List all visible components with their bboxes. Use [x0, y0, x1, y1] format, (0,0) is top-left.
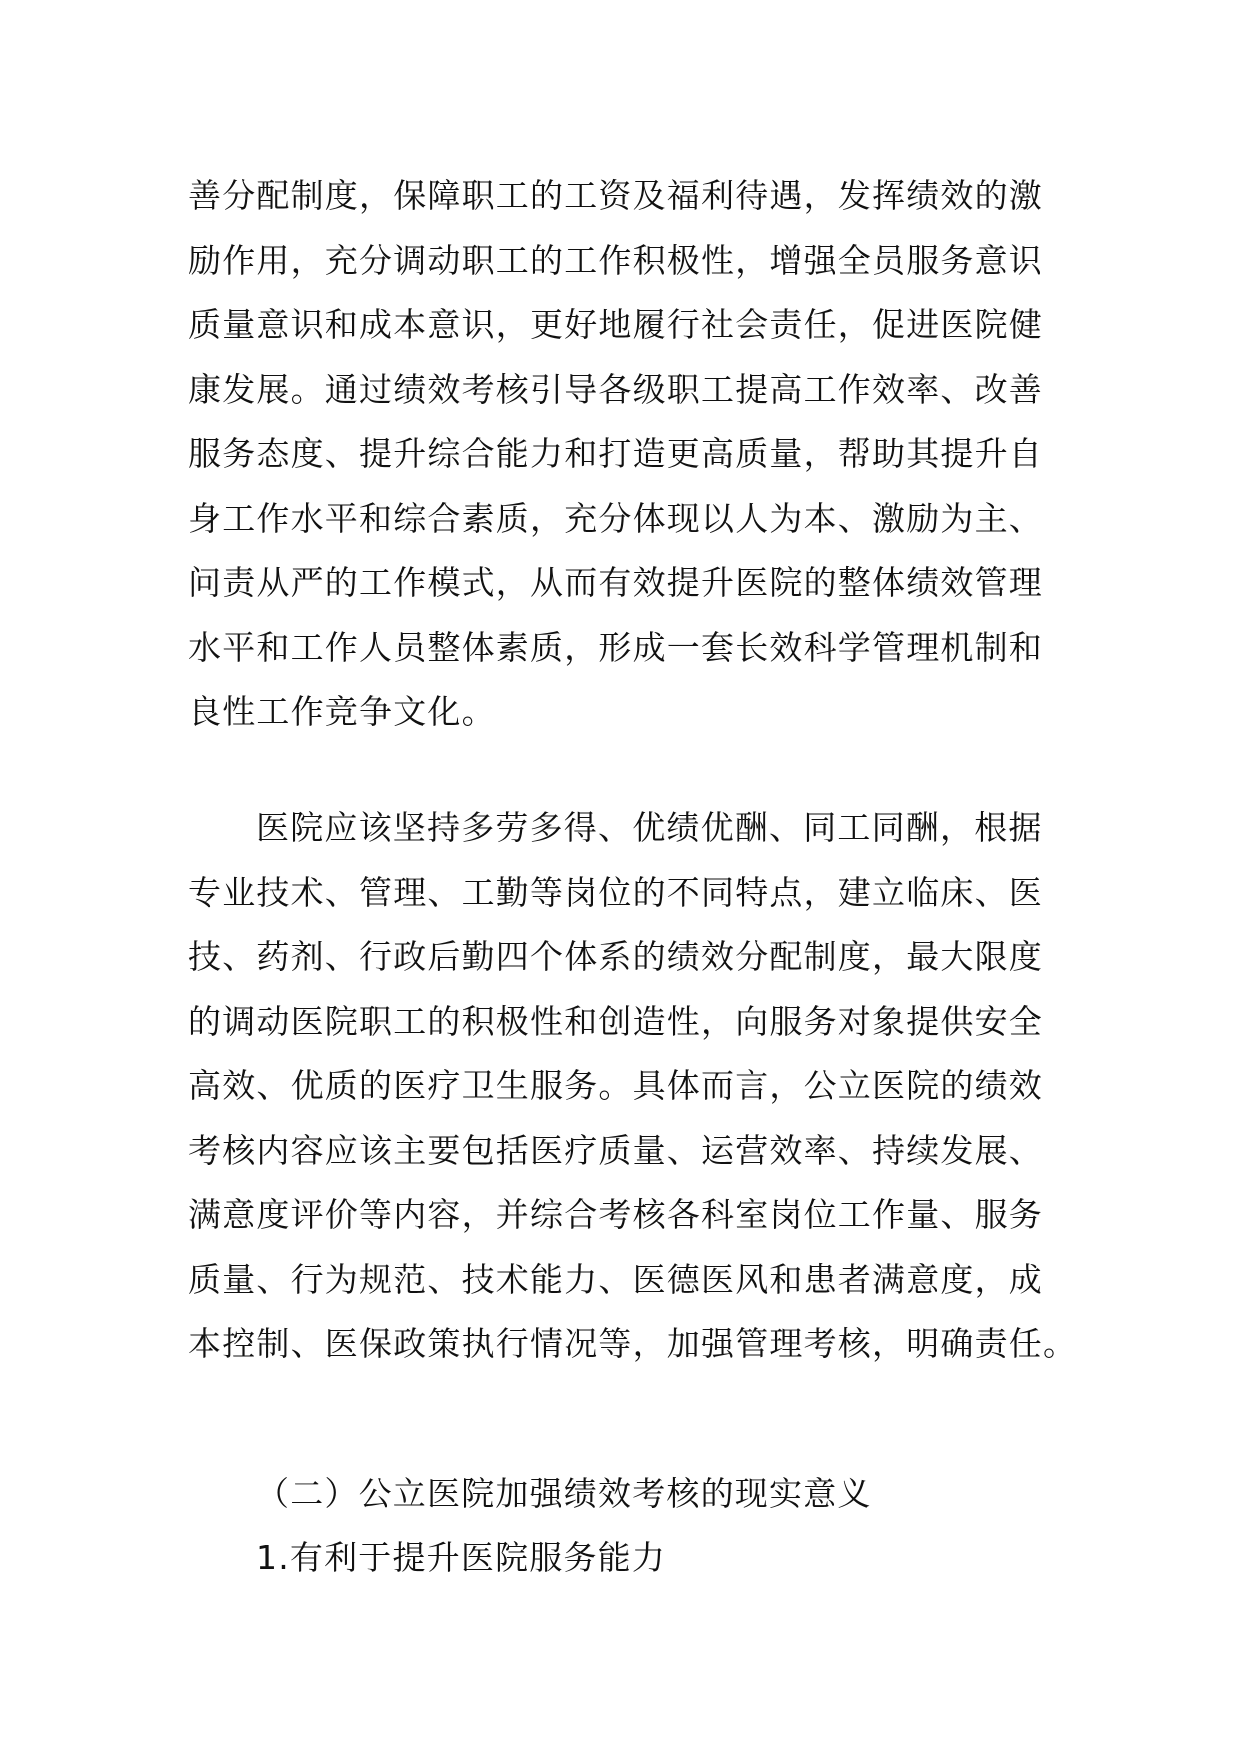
text-line: 服务态度、提升综合能力和打造更高质量，帮助其提升自	[188, 434, 1043, 473]
text-line: 良性工作竞争文化。	[188, 692, 496, 731]
text-line: 专业技术、管理、工勤等岗位的不同特点，建立临床、医	[188, 872, 1043, 912]
subsection-heading: 1.有利于提升医院服务能力	[256, 1538, 667, 1577]
text-line: 本控制、医保政策执行情况等，加强管理考核，明确责任。	[188, 1324, 1078, 1363]
text-line: 励作用，充分调动职工的工作积极性，增强全员服务意识	[188, 240, 1043, 280]
text-line: 水平和工作人员整体素质，形成一套长效科学管理机制和	[188, 627, 1043, 667]
text-line: 问责从严的工作模式，从而有效提升医院的整体绩效管理	[188, 563, 1043, 602]
text-line: 考核内容应该主要包括医疗质量、运营效率、持续发展、	[188, 1130, 1043, 1170]
text-line: 技、药剂、行政后勤四个体系的绩效分配制度，最大限度	[188, 937, 1043, 976]
text-line: 康发展。通过绩效考核引导各级职工提高工作效率、改善	[188, 369, 1043, 409]
paragraph-continued	[188, 164, 1068, 745]
text-line: 高效、优质的医疗卫生服务。具体而言，公立医院的绩效	[188, 1066, 1043, 1105]
text-line: 身工作水平和综合素质，充分体现以人为本、激励为主、	[188, 498, 1043, 538]
text-line: 满意度评价等内容，并综合考核各科室岗位工作量、服务	[188, 1195, 1043, 1234]
paragraph-performance-allocation	[188, 796, 1078, 1377]
text-line: 善分配制度，保障职工的工资及福利待遇，发挥绩效的激	[188, 176, 1043, 215]
section-heading: （二）公立医院加强绩效考核的现实意义	[256, 1474, 872, 1513]
text-line: 质量意识和成本意识，更好地履行社会责任，促进医院健	[188, 305, 1043, 344]
text-line: 医院应该坚持多劳多得、优绩优酬、同工同酬，根据	[256, 808, 1043, 847]
text-line: 质量、行为规范、技术能力、医德医风和患者满意度，成	[188, 1259, 1043, 1299]
text-line: 的调动医院职工的积极性和创造性，向服务对象提供安全	[188, 1001, 1043, 1041]
